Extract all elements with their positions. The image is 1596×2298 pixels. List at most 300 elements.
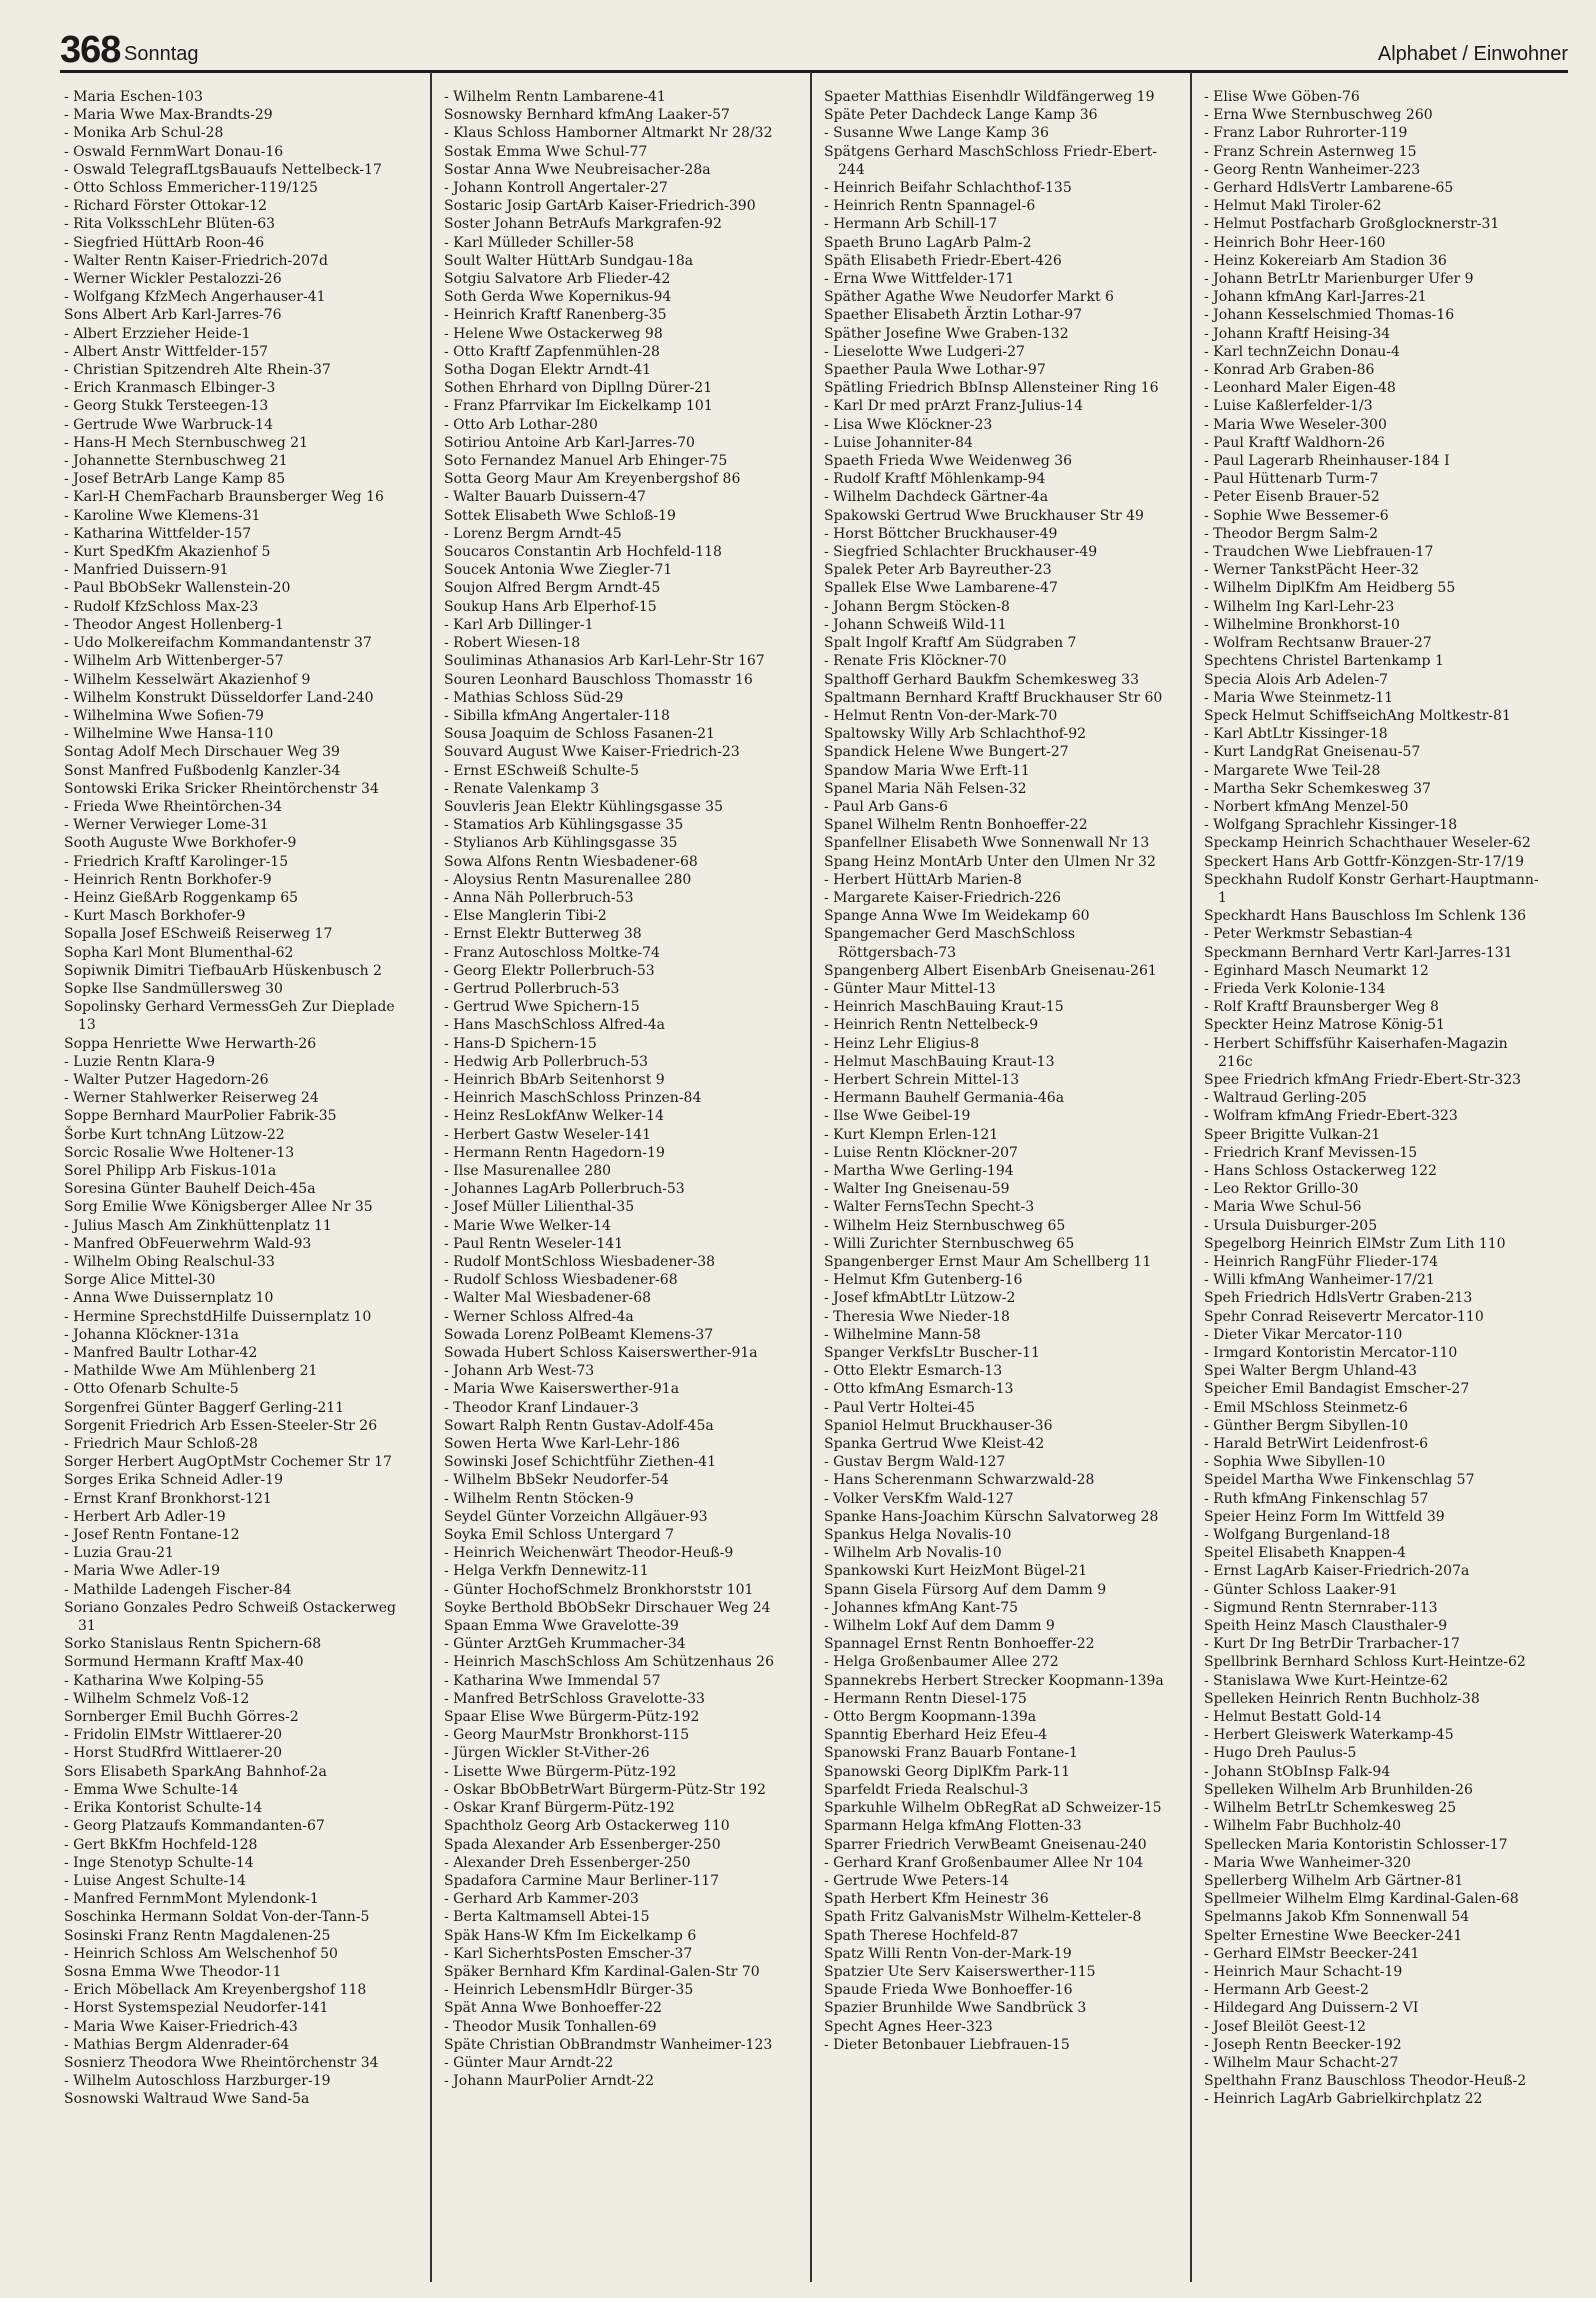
directory-entry: Spangenberg Albert EisenbArb Gneisenau-261 (824, 962, 1157, 979)
directory-entry: - Johann Kraftf Heising-34 (1204, 325, 1391, 342)
directory-entry: - Oswald TelegrafLtgsBauaufs Nettelbeck-17 (64, 161, 382, 178)
directory-entry: - Heinrich Schloss Am Welschenhof 50 (64, 1945, 338, 1962)
directory-entry: - Hedwig Arb Pollerbruch-53 (444, 1053, 649, 1070)
directory-entry: Speh Friedrich HdlsVertr Graben-213 (1204, 1290, 1473, 1307)
directory-entry: Soyka Emil Schloss Untergard 7 (444, 1527, 675, 1544)
directory-entry: - Maria Wwe Kaiserswerther-91a (444, 1381, 680, 1398)
directory-entry: Sostak Emma Wwe Schul-77 (444, 143, 648, 160)
directory-entry: - Heinrich MaschSchloss Am Schützenhaus 26 (444, 1654, 774, 1671)
directory-entry: - Alexander Dreh Essenberger-250 (444, 1854, 691, 1871)
section-title: Alphabet / Einwohner (1377, 43, 1568, 65)
directory-entry: - Udo Molkereifachm Kommandantenstr 37 (64, 635, 372, 652)
directory-entry: - Maria Wwe Wanheimer-320 (1204, 1854, 1411, 1871)
directory-entry: - Hans Schloss Ostackerweg 122 (1204, 1162, 1437, 1179)
directory-entry: Sotha Dogan Elektr Arndt-41 (444, 362, 652, 379)
directory-entry: Soppa Henriette Wwe Herwarth-26 (64, 1035, 317, 1052)
directory-entry: Soyke Berthold BbObSekr Dirschauer Weg 24 (444, 1599, 771, 1616)
directory-entry: - Heinrich Maur Schacht-19 (1204, 1963, 1403, 1980)
directory-entry: - Wilhelm Arb Novalis-10 (824, 1545, 1002, 1562)
directory-entry: Spehr Conrad Reisevertr Mercator-110 (1204, 1308, 1484, 1325)
directory-entry: - Günter ArztGeh Krummacher-34 (444, 1636, 686, 1653)
directory-entry: - Hermann Rentn Diesel-175 (824, 1690, 1027, 1707)
directory-entry: - Wilhelmine Mann-58 (824, 1326, 981, 1343)
directory-entry: Sooth Auguste Wwe Borkhofer-9 (64, 835, 297, 852)
directory-entry: - Waltraud Gerling-205 (1204, 1090, 1367, 1107)
directory-entry: - Herbert Schiffsführ Kaiserhafen-Magazin 216c (1204, 1035, 1508, 1070)
directory-entry: - Hans MaschSchloss Alfred-4a (444, 1017, 665, 1034)
directory-entry: - Karl Arb Dillinger-1 (444, 616, 594, 633)
directory-entry: - Helmut Postfacharb Großglocknerstr-31 (1204, 216, 1500, 233)
directory-entry: - Wilhelm Maur Schacht-27 (1204, 2054, 1399, 2071)
directory-entry: - Wilhelmine Bronkhorst-10 (1204, 616, 1400, 633)
directory-entry: Speicher Emil Bandagist Emscher-27 (1204, 1381, 1470, 1398)
directory-entry: Spazier Brunhilde Wwe Sandbrück 3 (824, 2000, 1087, 2017)
directory-entry: - Gertrude Wwe Peters-14 (824, 1872, 1009, 1889)
directory-entry: - Johann Kesselschmied Thomas-16 (1204, 307, 1455, 324)
directory-entry: - Helmut Bestatt Gold-14 (1204, 1709, 1382, 1726)
directory-entry: - Johann Kontroll Angertaler-27 (444, 180, 668, 197)
directory-entry: - Gertrud Wwe Spichern-15 (444, 999, 640, 1016)
directory-entry: Sowart Ralph Rentn Gustav-Adolf-45a (444, 1417, 714, 1434)
directory-entry: - Johannes kfmAng Kant-75 (824, 1599, 1019, 1616)
directory-entry: - Wilhelm Rentn Stöcken-9 (444, 1490, 634, 1507)
directory-entry: Spelthahn Franz Bauschloss Theodor-Heuß-2 (1204, 2073, 1527, 2090)
directory-entry: - Maria Wwe Schul-56 (1204, 1199, 1362, 1216)
directory-entry: - Otto Schloss Emmericher-119/125 (64, 180, 318, 197)
directory-entry: - Theodor Musik Tonhallen-69 (444, 2018, 657, 2035)
directory-entry: - Johann Arb West-73 (444, 1363, 595, 1380)
directory-entry: - Herbert Arb Adler-19 (64, 1508, 226, 1525)
directory-entry: - Walter Ing Gneisenau-59 (824, 1181, 1010, 1198)
directory-entry: - Lisa Wwe Klöckner-23 (824, 416, 993, 433)
directory-entry: Spanka Gertrud Wwe Kleist-42 (824, 1436, 1045, 1453)
directory-entry: Speckmann Bernhard Vertr Karl-Jarres-131 (1204, 944, 1513, 961)
directory-entry: - Johanna Klöckner-131a (64, 1326, 239, 1343)
directory-entry: - Irmgard Kontoristin Mercator-110 (1204, 1345, 1458, 1362)
directory-entry: - Friedrich Kranf Mevissen-15 (1204, 1144, 1418, 1161)
directory-entry: Spellecken Maria Kontoristin Schlosser-17 (1204, 1836, 1508, 1853)
directory-entry: - Harald BetrWirt Leidenfrost-6 (1204, 1436, 1429, 1453)
directory-entry: - Heinrich Rentn Nettelbeck-9 (824, 1017, 1039, 1034)
directory-entry: - Heinrich LagArb Gabrielkirchplatz 22 (1204, 2091, 1483, 2108)
directory-entry: - Sophie Wwe Bessemer-6 (1204, 507, 1389, 524)
directory-entry: - Otto Arb Lothar-280 (444, 416, 598, 433)
directory-entry: Soult Walter HüttArb Sundgau-18a (444, 252, 694, 269)
directory-entry: - Maria Eschen-103 (64, 89, 203, 105)
directory-entry: - Renate Valenkamp 3 (444, 780, 600, 797)
directory-entry: - Walter Putzer Hagedorn-26 (64, 1071, 269, 1088)
directory-entry: - Hermann Bauhelf Germania-46a (824, 1090, 1065, 1107)
directory-entry: - Siegfried Schlachter Bruckhauser-49 (824, 544, 1098, 561)
directory-entry: Spanger VerkfsLtr Buscher-11 (824, 1345, 1040, 1362)
directory-entry: Sotiriou Antoine Arb Karl-Jarres-70 (444, 434, 695, 451)
directory-entry: Spelleken Wilhelm Arb Brunhilden-26 (1204, 1781, 1473, 1798)
directory-entry: Sothen Ehrhard von Dipllng Dürer-21 (444, 380, 713, 397)
directory-entry: - Willi kfmAng Wanheimer-17/21 (1204, 1272, 1435, 1289)
directory-entry: - Elise Wwe Göben-76 (1204, 89, 1360, 105)
directory-entry: Speitel Elisabeth Knappen-4 (1204, 1545, 1406, 1562)
directory-entry: Spanel Wilhelm Rentn Bonhoeffer-22 (824, 817, 1088, 834)
directory-entry: Spätling Friedrich BbInsp Allensteiner Ring 16 (824, 380, 1159, 397)
directory-entry: Sorgenfrei Günter Baggerf Gerling-211 (64, 1399, 345, 1416)
directory-entry: - Wilhelm Konstrukt Düsseldorfer Land-240 (64, 689, 374, 706)
directory-entry: - Wilhelm Obing Realschul-33 (64, 1254, 275, 1270)
directory-entry: - Richard Förster Ottokar-12 (64, 198, 268, 215)
directory-entry: Spachtholz Georg Arb Ostackerweg 110 (444, 1818, 730, 1835)
directory-entry: - Ernst ESchweiß Schulte-5 (444, 762, 640, 779)
directory-entry: - Anna Näh Pollerbruch-53 (444, 889, 634, 906)
directory-entry: - Johann Bergm Stöcken-8 (824, 598, 1010, 615)
directory-entry: Sorko Stanislaus Rentn Spichern-68 (64, 1636, 322, 1653)
directory-entry: Sontag Adolf Mech Dirschauer Weg 39 (64, 744, 340, 761)
directory-entry: - Sibilla kfmAng Angertaler-118 (444, 707, 670, 724)
directory-entry: Sowada Hubert Schloss Kaiserswerther-91a (444, 1345, 758, 1362)
directory-entry: - Sophia Wwe Sibyllen-10 (1204, 1454, 1386, 1471)
directory-entry: Speith Heinz Masch Clausthaler-9 (1204, 1618, 1448, 1635)
directory-entry: Sottek Elisabeth Wwe Schloß-19 (444, 507, 676, 524)
directory-entry: - Siegfried HüttArb Roon-46 (64, 234, 265, 251)
directory-entry: Spaar Elise Wwe Bürgerm-Pütz-192 (444, 1709, 700, 1726)
directory-entry: - Lorenz Bergm Arndt-45 (444, 525, 622, 542)
directory-entry: - Wilhelm BetrLtr Schemkesweg 25 (1204, 1800, 1457, 1817)
directory-entry: Späther Agathe Wwe Neudorfer Markt 6 (824, 289, 1114, 306)
directory-entry: - Volker VersKfm Wald-127 (824, 1490, 1014, 1507)
directory-entry: - Kurt Dr Ing BetrDir Trarbacher-17 (1204, 1636, 1460, 1653)
directory-entry: - Stamatios Arb Kühlingsgasse 35 (444, 817, 684, 834)
directory-entry: - Ernst LagArb Kaiser-Friedrich-207a (1204, 1563, 1470, 1580)
directory-entry: - Paul Rentn Weseler-141 (444, 1235, 624, 1252)
directory-entry: Sopalla Josef ESchweiß Reiserweg 17 (64, 926, 333, 943)
directory-entry: Sotta Georg Maur Am Kreyenbergshof 86 (444, 471, 741, 488)
directory-entry: - Johannes LagArb Pollerbruch-53 (444, 1181, 685, 1198)
directory-entry: - Manfred FernmMont Mylendonk-1 (64, 1891, 319, 1908)
directory-entry: Šorbe Kurt tchnAng Lützow-22 (64, 1126, 285, 1143)
directory-entry: - Norbert kfmAng Menzel-50 (1204, 798, 1409, 815)
directory-entry: - Oskar Kranf Bürgerm-Pütz-192 (444, 1800, 675, 1817)
directory-entry: Spalt Ingolf Kraftf Am Südgraben 7 (824, 635, 1077, 652)
directory-entry: Sons Albert Arb Karl-Jarres-76 (64, 307, 282, 324)
directory-entry: - Ruth kfmAng Finkenschlag 57 (1204, 1490, 1429, 1507)
directory-entry: - Heinz GießArb Roggenkamp 65 (64, 889, 299, 906)
directory-entry: - Heinrich Bohr Heer-160 (1204, 234, 1386, 251)
directory-entry: Spanfellner Elisabeth Wwe Sonnenwall Nr 13 (824, 835, 1150, 852)
directory-entry: - Karl Dr med prArzt Franz-Julius-14 (824, 398, 1084, 415)
directory-entry: - Erna Wwe Wittfelder-171 (824, 271, 1015, 288)
directory-entry: - Stylianos Arb Kühlingsgasse 35 (444, 835, 678, 852)
directory-entry: Spandick Helene Wwe Bungert-27 (824, 744, 1069, 761)
directory-entry: - Gertrude Wwe Warbruck-14 (64, 416, 273, 433)
directory-entry: Späte Christian ObBrandmstr Wanheimer-123 (444, 2036, 773, 2053)
directory-entry: Souvard August Wwe Kaiser-Friedrich-23 (444, 744, 740, 761)
directory-entry: - Mathilde Wwe Am Mühlenberg 21 (64, 1363, 318, 1380)
directory-entry: Spee Friedrich kfmAng Friedr-Ebert-Str-323 (1204, 1071, 1522, 1088)
directory-entry: Spegelborg Heinrich ElMstr Zum Lith 110 (1204, 1235, 1506, 1252)
directory-entry: - Erna Wwe Sternbuschweg 260 (1204, 107, 1433, 124)
directory-entry: - Herbert Schrein Mittel-13 (824, 1071, 1020, 1088)
directory-entry: - Kurt Klempn Erlen-121 (824, 1126, 999, 1143)
directory-entry: Sormund Hermann Kraftf Max-40 (64, 1654, 304, 1671)
directory-entry: - Mathias Bergm Aldenrader-64 (64, 2036, 290, 2053)
directory-entry: - Johann Schweiß Wild-11 (824, 616, 1007, 633)
directory-entry: - Inge Stenotyp Schulte-14 (64, 1854, 254, 1871)
directory-entry: Spange Anna Wwe Im Weidekamp 60 (824, 908, 1090, 925)
directory-entry: Sopiwnik Dimitri TiefbauArb Hüskenbusch 2 (64, 962, 382, 979)
directory-entry: - Franz Labor Ruhrorter-119 (1204, 125, 1408, 142)
directory-entry: - Wilhelm DiplKfm Am Heidberg 55 (1204, 580, 1456, 597)
directory-entry: - Ilse Wwe Geibel-19 (824, 1108, 971, 1125)
directory-entry: - Gertrud Pollerbruch-53 (444, 980, 620, 997)
directory-entry: - Eginhard Masch Neumarkt 12 (1204, 962, 1429, 979)
directory-entry: - Otto Kraftf Zapfenmühlen-28 (444, 343, 660, 360)
directory-entry: Sorge Alice Mittel-30 (64, 1272, 216, 1289)
directory-entry: Spankowski Kurt HeizMont Bügel-21 (824, 1563, 1088, 1580)
directory-entry: Sowen Herta Wwe Karl-Lehr-186 (444, 1436, 680, 1453)
directory-entry: - Rudolf Schloss Wiesbadener-68 (444, 1272, 678, 1289)
directory-entry: Sostar Anna Wwe Neubreisacher-28a (444, 161, 711, 178)
directory-entry: - Gerhard ElMstr Beecker-241 (1204, 1945, 1420, 1962)
directory-entry: - Gerhard Arb Kammer-203 (444, 1891, 639, 1908)
directory-column-4 (1204, 88, 1544, 2278)
directory-entry: - Luzie Rentn Klara-9 (64, 1053, 215, 1070)
directory-entry: Sosnowsky Bernhard kfmAng Laaker-57 (444, 107, 730, 124)
directory-entry: - Johann StObInsp Falk-94 (1204, 1763, 1391, 1780)
directory-entry: - Walter FernsTechn Specht-3 (824, 1199, 1035, 1216)
directory-entry: - Manfried Duissern-91 (64, 562, 229, 579)
directory-entry: Sowa Alfons Rentn Wiesbadener-68 (444, 853, 698, 870)
directory-entry: Speckhahn Rudolf Konstr Gerhart-Hauptmann-1 (1204, 871, 1539, 906)
column-divider (430, 72, 432, 2282)
directory-entry: Spaether Elisabeth Ärztin Lothar-97 (824, 307, 1083, 324)
directory-entry: - Marie Wwe Welker-14 (444, 1217, 611, 1234)
directory-entry: - Heinrich RangFühr Flieder-174 (1204, 1254, 1439, 1270)
directory-entry: - Martha Wwe Gerling-194 (824, 1162, 1014, 1179)
directory-entry: - Karl Mülleder Schiller-58 (444, 234, 634, 251)
directory-column-2 (444, 88, 784, 2278)
directory-entry: Souliminas Athanasios Arb Karl-Lehr-Str 167 (444, 653, 765, 670)
directory-entry: Spadafora Carmine Maur Berliner-117 (444, 1872, 720, 1889)
directory-entry: - Else Manglerin Tibi-2 (444, 908, 607, 925)
directory-entry: Spaether Paula Wwe Lothar-97 (824, 362, 1046, 379)
directory-entry: - Heinz ResLokfAnw Welker-14 (444, 1108, 664, 1125)
directory-entry: - Helmut Rentn Von-der-Mark-70 (824, 707, 1058, 724)
directory-entry: - Johann kfmAng Karl-Jarres-21 (1204, 289, 1427, 306)
directory-entry: - Lieselotte Wwe Ludgeri-27 (824, 343, 1025, 360)
directory-entry: - Luise Angest Schulte-14 (64, 1872, 246, 1889)
directory-entry: - Wilhelm Autoschloss Harzburger-19 (64, 2073, 331, 2090)
directory-entry: - Friedrich Maur Schloß-28 (64, 1436, 258, 1453)
directory-entry: - Herbert Gleiswerk Waterkamp-45 (1204, 1727, 1454, 1744)
directory-entry: - Julius Masch Am Zinkhüttenplatz 11 (64, 1217, 332, 1234)
directory-entry: - Ernst Kranf Bronkhorst-121 (64, 1490, 272, 1507)
directory-entry: Spakowski Gertrud Wwe Bruckhauser Str 49 (824, 507, 1144, 524)
directory-entry: - Wilhelm Lokf Auf dem Damm 9 (824, 1618, 1055, 1635)
directory-entry: Speidel Martha Wwe Finkenschlag 57 (1204, 1472, 1475, 1489)
directory-entry: - Manfred Baultr Lothar-42 (64, 1345, 258, 1362)
column-divider (810, 72, 812, 2282)
directory-entry: - Wilhelm Fabr Buchholz-40 (1204, 1818, 1402, 1835)
directory-entry: Spatz Willi Rentn Von-der-Mark-19 (824, 1945, 1072, 1962)
directory-entry: Sopke Ilse Sandmüllersweg 30 (64, 980, 283, 997)
directory-entry: - Aloysius Rentn Masurenallee 280 (444, 871, 692, 888)
directory-entry: - Horst Systemspezial Neudorfer-141 (64, 2000, 329, 2017)
directory-entry: Spelleken Heinrich Rentn Buchholz-38 (1204, 1690, 1480, 1707)
directory-entry: Spannagel Ernst Rentn Bonhoeffer-22 (824, 1636, 1095, 1653)
directory-entry: - Erich Kranmasch Elbinger-3 (64, 380, 276, 397)
directory-entry: - Erika Kontorist Schulte-14 (64, 1800, 263, 1817)
directory-entry: - Leo Rektor Grillo-30 (1204, 1181, 1359, 1198)
directory-entry: - Ilse Masurenallee 280 (444, 1162, 612, 1179)
directory-entry: - Maria Wwe Steinmetz-11 (1204, 689, 1394, 706)
directory-entry: Spanntig Eberhard Heiz Efeu-4 (824, 1727, 1048, 1744)
directory-entry: - Ernst Elektr Butterweg 38 (444, 926, 642, 943)
directory-entry: - Herbert Gastw Weseler-141 (444, 1126, 652, 1143)
directory-entry: - Frieda Wwe Rheintörchen-34 (64, 798, 283, 815)
directory-entry: Spaeter Matthias Eisenhdlr Wildfängerweg 19 (824, 89, 1155, 105)
directory-entry: - Heinrich Rentn Borkhofer-9 (64, 871, 272, 888)
directory-entry: - Wilhelmine Wwe Hansa-110 (64, 726, 274, 743)
directory-entry: - Johann MaurPolier Arndt-22 (444, 2073, 655, 2090)
directory-entry: Soth Gerda Wwe Kopernikus-94 (444, 289, 672, 306)
directory-entry: Soucek Antonia Wwe Ziegler-71 (444, 562, 673, 579)
directory-entry: - Otto Ofenarb Schulte-5 (64, 1381, 239, 1398)
directory-entry: Seydel Günter Vorzeichn Allgäuer-93 (444, 1508, 708, 1525)
directory-entry: - Gert BkKfm Hochfeld-128 (64, 1836, 258, 1853)
directory-entry: Spaniol Helmut Bruckhauser-36 (824, 1417, 1053, 1434)
directory-entry: - Kurt LandgRat Gneisenau-57 (1204, 744, 1421, 761)
directory-entry: Sowinski Josef Schichtführ Ziethen-41 (444, 1454, 716, 1471)
directory-entry: - Walter Mal Wiesbadener-68 (444, 1290, 652, 1307)
directory-entry: - Kurt SpedKfm Akazienhof 5 (64, 544, 271, 561)
directory-entry: - Werner Wickler Pestalozzi-26 (64, 271, 282, 288)
directory-entry: Spath Therese Hochfeld-87 (824, 1927, 1019, 1944)
directory-entry: - Werner Schloss Alfred-4a (444, 1308, 634, 1325)
directory-entry: - Christian Spitzendreh Alte Rhein-37 (64, 362, 331, 379)
directory-entry: Späth Elisabeth Friedr-Ebert-426 (824, 252, 1062, 269)
directory-entry: Sontowski Erika Sricker Rheintörchenstr 34 (64, 780, 379, 797)
directory-entry: - Mathilde Ladengeh Fischer-84 (64, 1581, 292, 1598)
directory-entry: Soukup Hans Arb Elperhof-15 (444, 598, 657, 615)
directory-entry: Spelmanns Jakob Kfm Sonnenwall 54 (1204, 1909, 1470, 1926)
directory-entry: - Peter Werkmstr Sebastian-4 (1204, 926, 1413, 943)
directory-entry: Spechtens Christel Bartenkamp 1 (1204, 653, 1444, 670)
directory-entry: Spada Alexander Arb Essenberger-250 (444, 1836, 721, 1853)
directory-entry: - Wilhelm BbSekr Neudorfer-54 (444, 1472, 669, 1489)
directory-entry: - Horst Böttcher Bruckhauser-49 (824, 525, 1058, 542)
directory-entry: - Heinrich LebensmHdlr Bürger-35 (444, 1982, 694, 1999)
directory-entry: - Hildegard Ang Duissern-2 VI (1204, 2000, 1419, 2017)
directory-entry: - Luise Johanniter-84 (824, 434, 973, 451)
directory-entry: - Emil MSchloss Steinmetz-6 (1204, 1399, 1408, 1416)
directory-entry: Soriano Gonzales Pedro Schweiß Ostackerweg 31 (64, 1599, 396, 1635)
directory-entry: - Günther Bergm Sibyllen-10 (1204, 1417, 1409, 1434)
directory-entry: - Hermann Rentn Hagedorn-19 (444, 1144, 665, 1161)
directory-entry: Spaltmann Bernhard Kraftf Bruckhauser Str 60 (824, 689, 1163, 706)
directory-entry: - Paul Lagerarb Rheinhauser-184 I (1204, 453, 1450, 470)
directory-entry: - Georg Rentn Wanheimer-223 (1204, 161, 1421, 178)
directory-entry: Spallek Else Wwe Lambarene-47 (824, 580, 1058, 597)
directory-entry: - Anna Wwe Duissernplatz 10 (64, 1290, 274, 1307)
directory-entry: - Wilhelm Dachdeck Gärtner-4a (824, 489, 1049, 506)
directory-entry: - Karl AbtLtr Kissinger-18 (1204, 726, 1388, 743)
directory-entry: - Manfred BetrSchloss Gravelotte-33 (444, 1690, 705, 1707)
directory-entry: - Heinrich Kraftf Ranenberg-35 (444, 307, 667, 324)
directory-entry: Spang Heinz MontArb Unter den Ulmen Nr 32 (824, 853, 1156, 870)
directory-entry: - Oswald FernmWart Donau-16 (64, 143, 284, 160)
directory-entry: Spatzier Ute Serv Kaiserswerther-115 (824, 1963, 1096, 1980)
directory-entry: Soschinka Hermann Soldat Von-der-Tann-5 (64, 1909, 370, 1926)
directory-entry: - Wolfgang Burgenland-18 (1204, 1527, 1391, 1544)
directory-entry: Speckert Hans Arb Gottfr-Könzgen-Str-17/19 (1204, 853, 1524, 870)
directory-entry: - Karl technZeichn Donau-4 (1204, 343, 1400, 360)
directory-entry: - Karl SicherhtsPosten Emscher-37 (444, 1945, 693, 1962)
directory-entry: - Karoline Wwe Klemens-31 (64, 507, 261, 524)
directory-entry: - Wolfram Rechtsanw Brauer-27 (1204, 635, 1432, 652)
directory-entry: Sorg Emilie Wwe Königsberger Allee Nr 35 (64, 1199, 373, 1216)
directory-entry: - Wilhelm Rentn Lambarene-41 (444, 89, 666, 105)
directory-entry: Sousa Joaquim de Schloss Fasanen-21 (444, 726, 715, 743)
directory-entry: - Heinrich Rentn Spannagel-6 (824, 198, 1036, 215)
directory-entry: - Rudolf Kraftf Möhlenkamp-94 (824, 471, 1046, 488)
directory-entry: - Hermann Arb Schill-17 (824, 216, 998, 233)
directory-entry: - Paul Arb Gans-6 (824, 798, 948, 815)
directory-entry: Speer Brigitte Vulkan-21 (1204, 1126, 1381, 1143)
directory-entry: Spangenberger Ernst Maur Am Schellberg 11 (824, 1254, 1152, 1270)
directory-entry: - Josef Rentn Fontane-12 (64, 1527, 240, 1544)
directory-entry: - Johann BetrLtr Marienburger Ufer 9 (1204, 271, 1474, 288)
directory-entry: - Konrad Arb Graben-86 (1204, 362, 1375, 379)
directory-entry: - Kurt Masch Borkhofer-9 (64, 908, 246, 925)
directory-entry: Specht Agnes Heer-323 (824, 2018, 993, 2035)
directory-entry: Sosnowski Waltraud Wwe Sand-5a (64, 2091, 310, 2108)
directory-entry: Sparkuhle Wilhelm ObRegRat aD Schweizer-15 (824, 1800, 1162, 1817)
directory-entry: - Paul Kraftf Waldhorn-26 (1204, 434, 1385, 451)
directory-entry: Souren Leonhard Bauschloss Thomasstr 16 (444, 671, 753, 688)
directory-entry: - Wolfgang Sprachlehr Kissinger-18 (1204, 817, 1458, 834)
directory-entry: Spei Walter Bergm Uhland-43 (1204, 1363, 1417, 1380)
directory-entry: - Heinrich Beifahr Schlachthof-135 (824, 180, 1072, 197)
directory-entry: - Wilhelm Ing Karl-Lehr-23 (1204, 598, 1395, 615)
directory-entry: - Theodor Angest Hollenberg-1 (64, 616, 284, 633)
directory-entry: Sornberger Emil Buchh Görres-2 (64, 1709, 299, 1726)
directory-entry: Sorel Philipp Arb Fiskus-101a (64, 1162, 277, 1179)
directory-entry: Späte Peter Dachdeck Lange Kamp 36 (824, 107, 1098, 124)
directory-entry: - Renate Fris Klöckner-70 (824, 653, 1007, 670)
directory-entry: Sorgenit Friedrich Arb Essen-Steeler-Str 26 (64, 1417, 378, 1434)
directory-entry: Spaude Frieda Wwe Bonhoeffer-16 (824, 1982, 1073, 1999)
directory-entry: - Otto Elektr Esmarch-13 (824, 1363, 1003, 1380)
directory-entry: - Stanislawa Wwe Kurt-Heintze-62 (1204, 1672, 1449, 1689)
directory-entry: - Georg MaurMstr Bronkhorst-115 (444, 1727, 690, 1744)
directory-entry: Spaeth Bruno LagArb Palm-2 (824, 234, 1032, 251)
directory-entry: Sowada Lorenz PolBeamt Klemens-37 (444, 1326, 714, 1343)
directory-entry: Sopolinsky Gerhard VermessGeh Zur Dieplade 13 (64, 999, 395, 1034)
directory-entry: - Josef Müller Lilienthal-35 (444, 1199, 635, 1216)
directory-entry: - Paul Vertr Holtei-45 (824, 1399, 975, 1416)
directory-entry: - Otto Bergm Koopmann-139a (824, 1709, 1037, 1726)
directory-entry: - Wilhelm Kesselwärt Akazienhof 9 (64, 671, 311, 688)
directory-entry: Speckamp Heinrich Schachthauer Weseler-62 (1204, 835, 1531, 852)
directory-entry: - Ursula Duisburger-205 (1204, 1217, 1378, 1234)
directory-entry: Spanel Maria Näh Felsen-32 (824, 780, 1027, 797)
directory-entry: Spalthoff Gerhard Baukfm Schemkesweg 33 (824, 671, 1139, 688)
directory-entry: Sparrer Friedrich VerwBeamt Gneisenau-240 (824, 1836, 1147, 1853)
directory-entry: - Helmut Kfm Gutenberg-16 (824, 1272, 1023, 1289)
directory-entry: - Manfred ObFeuerwehrm Wald-93 (64, 1235, 312, 1252)
directory-entry: - Berta Kaltmamsell Abtei-15 (444, 1909, 650, 1926)
directory-entry: - Heinz Kokereiarb Am Stadion 36 (1204, 252, 1447, 269)
directory-entry: - Susanne Wwe Lange Kamp 36 (824, 125, 1049, 142)
directory-entry: - Dieter Vikar Mercator-110 (1204, 1326, 1403, 1343)
